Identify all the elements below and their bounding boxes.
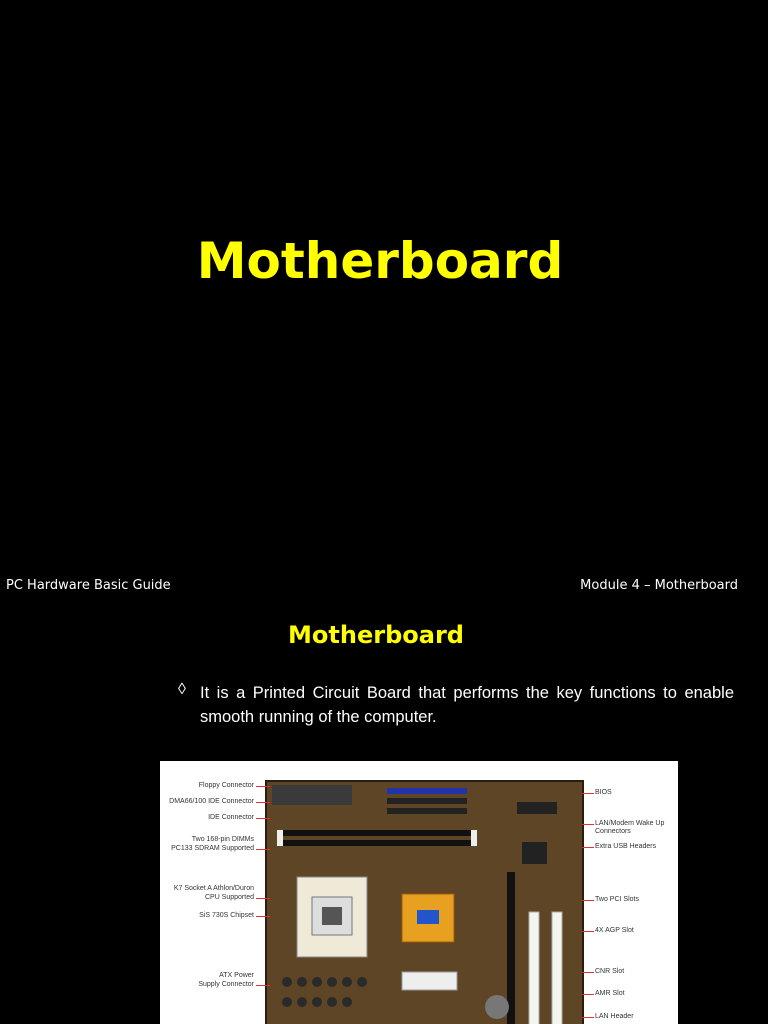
callout-line bbox=[582, 793, 594, 794]
label-wake-up: LAN/Modem Wake Up bbox=[595, 820, 665, 827]
footer-module: Module 4 – Motherboard bbox=[580, 578, 738, 593]
callout-line bbox=[582, 900, 594, 901]
bullet-text: It is a Printed Circuit Board that performs the key functions to enable smooth running of the computer. bbox=[200, 684, 734, 726]
motherboard-photo bbox=[265, 780, 584, 1024]
content-slide bbox=[0, 606, 768, 1024]
label-ide-connector: IDE Connector bbox=[208, 814, 254, 821]
footer-course: PC Hardware Basic Guide bbox=[6, 578, 171, 593]
label-atx-power: ATX Power bbox=[219, 972, 254, 979]
label-dimm-slots: Two 168-pin DIMMs bbox=[191, 836, 254, 843]
callout-line bbox=[582, 1017, 594, 1018]
callout-line bbox=[256, 849, 270, 850]
bullet-item bbox=[178, 681, 734, 729]
slide-title: Motherboard bbox=[196, 232, 564, 290]
callout-line bbox=[582, 972, 594, 973]
label-sdram: PC133 SDRAM Supported bbox=[171, 845, 254, 852]
diamond-bullet-icon: ◊ bbox=[178, 681, 186, 698]
slide-heading: Motherboard bbox=[288, 621, 464, 649]
callout-line bbox=[256, 818, 270, 819]
motherboard-diagram bbox=[160, 761, 678, 1024]
motherboard-illustration bbox=[267, 782, 582, 1024]
label-lan-header: LAN Header bbox=[595, 1013, 634, 1020]
label-cnr-slot: CNR Slot bbox=[595, 968, 625, 975]
label-cpu-supported: CPU Supported bbox=[204, 894, 254, 901]
label-agp-slot: 4X AGP Slot bbox=[595, 927, 634, 934]
callout-line bbox=[256, 898, 270, 899]
label-wake-up-connectors: Connectors bbox=[595, 828, 631, 835]
label-floppy-connector: Floppy Connector bbox=[198, 782, 254, 789]
label-pci-slots: Two PCI Slots bbox=[595, 896, 639, 903]
label-chipset: SiS 730S Chipset bbox=[199, 912, 254, 919]
label-usb-headers: Extra USB Headers bbox=[595, 843, 657, 850]
callout-line bbox=[582, 824, 594, 825]
label-cpu-socket: K7 Socket A Athlon/Duron bbox=[173, 885, 254, 892]
label-ide-dma66: DMA66/100 IDE Connector bbox=[169, 798, 254, 805]
label-power-connector: Supply Connector bbox=[198, 981, 254, 988]
callout-line bbox=[256, 802, 270, 803]
callout-line bbox=[582, 994, 594, 995]
callout-line bbox=[256, 985, 270, 986]
callout-line bbox=[256, 786, 270, 787]
callout-line bbox=[582, 847, 594, 848]
label-bios: BIOS bbox=[595, 789, 612, 796]
callout-line bbox=[582, 931, 594, 932]
callout-line bbox=[256, 916, 270, 917]
label-amr-slot: AMR Slot bbox=[595, 990, 625, 997]
